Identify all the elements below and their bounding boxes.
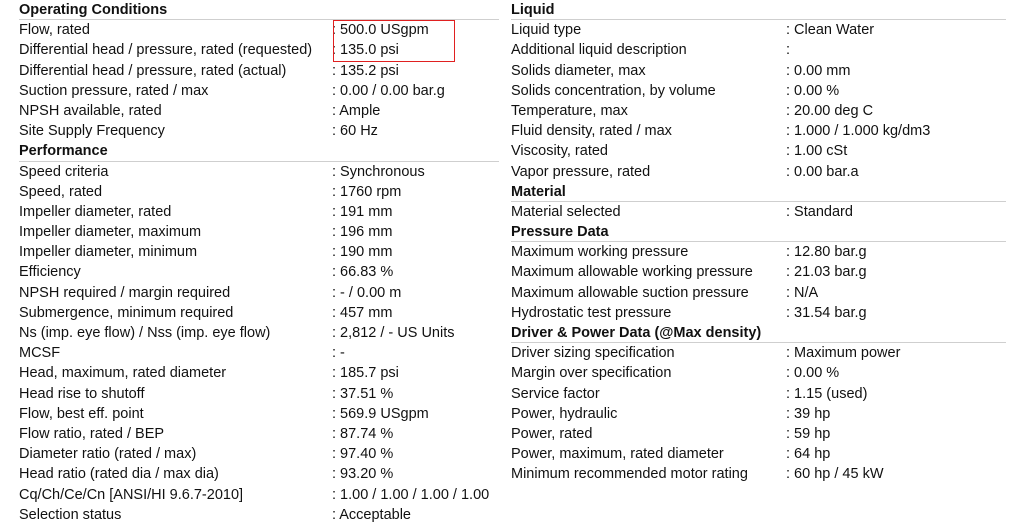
section-header-material: Material	[511, 182, 1006, 202]
datasheet-row	[19, 283, 499, 303]
row-label: Flow, rated	[19, 22, 90, 39]
left-datasheet-column	[19, 0, 499, 525]
datasheet-row	[511, 303, 1006, 323]
row-label: Impeller diameter, maximum	[19, 224, 202, 241]
datasheet-row	[19, 262, 499, 282]
row-value: : 21.03 bar.g	[786, 264, 867, 281]
row-value: : 12.80 bar.g	[786, 244, 867, 261]
row-value: : 87.74 %	[332, 425, 394, 442]
datasheet-row	[511, 242, 1006, 262]
row-value: : 31.54 bar.g	[786, 304, 867, 321]
row-label: Flow, best eff. point	[19, 405, 144, 422]
row-label: Efficiency	[19, 264, 81, 281]
datasheet-row	[511, 20, 1006, 40]
row-value: : Ample	[332, 102, 381, 119]
row-value: : 457 mm	[332, 304, 393, 321]
row-value: : 2,812 / - US Units	[332, 325, 455, 341]
datasheet-row	[19, 485, 499, 505]
datasheet-row	[19, 363, 499, 383]
row-label: Speed, rated	[19, 183, 103, 200]
row-value: : 37.51 %	[332, 385, 394, 402]
datasheet-row	[19, 444, 499, 464]
row-value: : 0.00 mm	[786, 62, 851, 79]
datasheet-row	[19, 81, 499, 101]
row-value: : 1760 rpm	[332, 183, 402, 200]
datasheet-row	[511, 121, 1006, 141]
row-label: Driver sizing specification	[511, 345, 675, 362]
right-datasheet-column	[511, 0, 1006, 485]
row-value: : 20.00 deg C	[786, 102, 874, 119]
datasheet-row	[19, 121, 499, 141]
row-value: : Synchronous	[332, 163, 425, 180]
datasheet-row	[511, 283, 1006, 303]
row-value: : 185.7 psi	[332, 365, 399, 382]
datasheet-row	[19, 404, 499, 424]
highlight-box	[333, 20, 455, 62]
datasheet-row	[511, 424, 1006, 444]
row-label: Solids diameter, max	[511, 62, 646, 79]
row-label: Liquid type	[511, 22, 582, 39]
row-label: Differential head / pressure, rated (requested)	[19, 42, 313, 59]
row-label: Fluid density, rated / max	[511, 123, 672, 140]
row-value: : 1.15 (used)	[786, 385, 868, 402]
section-header-pressure-data: Pressure Data	[511, 222, 1006, 242]
section-header-liquid: Liquid	[511, 0, 1006, 20]
row-value: : 0.00 / 0.00 bar.g	[332, 82, 445, 99]
row-label: Solids concentration, by volume	[511, 82, 716, 99]
row-value: : 1.000 / 1.000 kg/dm3	[786, 123, 931, 140]
row-label: Material selected	[511, 203, 621, 220]
row-label: Maximum working pressure	[511, 244, 689, 261]
datasheet-row	[19, 323, 499, 343]
row-label: Diameter ratio (rated / max)	[19, 446, 197, 463]
row-value: : 39 hp	[786, 405, 831, 422]
row-label: Site Supply Frequency	[19, 123, 165, 140]
row-value: : 0.00 bar.a	[786, 163, 859, 180]
datasheet-row	[511, 101, 1006, 121]
datasheet-row	[511, 141, 1006, 161]
row-label: MCSF	[19, 345, 61, 362]
datasheet-row	[511, 384, 1006, 404]
datasheet-row	[19, 303, 499, 323]
section-header-performance: Performance	[19, 141, 499, 161]
row-label: Speed criteria	[19, 163, 109, 180]
datasheet-row	[19, 182, 499, 202]
row-value: : 500.0 USgpm	[332, 22, 429, 39]
row-label: Hydrostatic test pressure	[511, 304, 672, 321]
row-label: Service factor	[511, 385, 600, 402]
row-value: : 60 Hz	[332, 123, 378, 140]
row-label: Maximum allowable suction pressure	[511, 284, 749, 301]
datasheet-row	[19, 242, 499, 262]
datasheet-row	[511, 444, 1006, 464]
datasheet-row	[19, 202, 499, 222]
row-label: Maximum allowable working pressure	[511, 264, 753, 281]
row-label: Head, maximum, rated diameter	[19, 365, 227, 382]
row-label: Head ratio (rated dia / max dia)	[19, 466, 219, 483]
row-value: : 0.00 %	[786, 365, 840, 382]
row-value: : - / 0.00 m	[332, 284, 402, 301]
row-value: : 59 hp	[786, 425, 831, 442]
datasheet-row	[511, 363, 1006, 383]
datasheet-row	[19, 101, 499, 121]
row-value: : 1.00 / 1.00 / 1.00 / 1.00	[332, 486, 490, 503]
row-label: Viscosity, rated	[511, 143, 608, 160]
row-label: Head rise to shutoff	[19, 385, 145, 402]
row-label: Ns (imp. eye flow) / Nss (imp. eye flow)	[19, 325, 271, 341]
datasheet-row	[511, 404, 1006, 424]
row-value: : -	[332, 345, 345, 362]
row-value: : 97.40 %	[332, 446, 394, 463]
datasheet-row	[511, 464, 1006, 484]
datasheet-row	[511, 162, 1006, 182]
row-label: Vapor pressure, rated	[511, 163, 651, 180]
row-label: Submergence, minimum required	[19, 304, 234, 321]
datasheet-row	[511, 81, 1006, 101]
datasheet-row	[19, 222, 499, 242]
row-value: : 569.9 USgpm	[332, 405, 429, 422]
row-label: Selection status	[19, 506, 122, 523]
row-value: : Maximum power	[786, 345, 901, 362]
datasheet-row	[19, 464, 499, 484]
datasheet-row	[511, 202, 1006, 222]
datasheet-row	[19, 162, 499, 182]
row-value: : 66.83 %	[332, 264, 394, 281]
datasheet-row	[19, 505, 499, 525]
row-label: Power, maximum, rated diameter	[511, 446, 724, 463]
datasheet-row	[19, 384, 499, 404]
row-value: : Standard	[786, 203, 853, 220]
row-value: : 190 mm	[332, 244, 393, 261]
section-header-driver-power-data-max-density: Driver & Power Data (@Max density)	[511, 323, 1006, 343]
row-label: Differential head / pressure, rated (actual)	[19, 62, 287, 79]
section-header-operating-conditions: Operating Conditions	[19, 0, 499, 20]
row-value: : Clean Water	[786, 22, 875, 39]
datasheet-row	[511, 61, 1006, 81]
row-value: : 196 mm	[332, 224, 393, 241]
row-value: : 64 hp	[786, 446, 831, 463]
row-value: : 60 hp / 45 kW	[786, 466, 884, 483]
row-value: :	[786, 42, 791, 59]
row-label: Cq/Ch/Ce/Cn [ANSI/HI 9.6.7-2010]	[19, 486, 244, 503]
datasheet-row	[19, 424, 499, 444]
row-label: Temperature, max	[511, 102, 628, 119]
row-label: Impeller diameter, minimum	[19, 244, 198, 261]
row-label: NPSH available, rated	[19, 102, 162, 119]
row-value: : 135.0 psi	[332, 42, 399, 59]
row-label: Power, hydraulic	[511, 405, 618, 422]
row-label: Additional liquid description	[511, 42, 687, 59]
row-label: Flow ratio, rated / BEP	[19, 425, 165, 442]
row-label: Suction pressure, rated / max	[19, 82, 209, 99]
row-value: : N/A	[786, 284, 819, 301]
datasheet-row	[511, 343, 1006, 363]
datasheet-row	[511, 40, 1006, 60]
datasheet-row	[19, 343, 499, 363]
row-label: Margin over specification	[511, 365, 672, 382]
row-label: Power, rated	[511, 425, 593, 442]
datasheet-row	[19, 61, 499, 81]
row-value: : Acceptable	[332, 506, 411, 523]
row-value: : 191 mm	[332, 203, 393, 220]
row-label: Minimum recommended motor rating	[511, 466, 748, 483]
row-value: : 1.00 cSt	[786, 143, 848, 160]
row-value: : 135.2 psi	[332, 62, 399, 79]
row-label: Impeller diameter, rated	[19, 203, 172, 220]
row-label: NPSH required / margin required	[19, 284, 231, 301]
row-value: : 93.20 %	[332, 466, 394, 483]
row-value: : 0.00 %	[786, 82, 840, 99]
datasheet-row	[511, 262, 1006, 282]
